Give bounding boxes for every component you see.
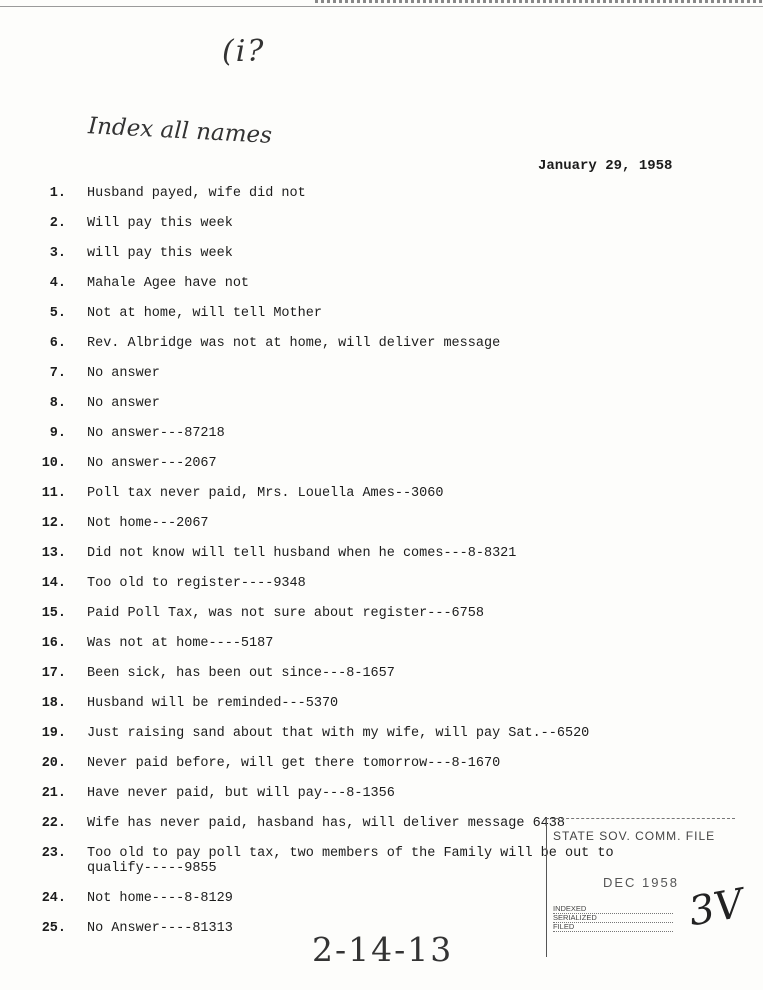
- top-edge-line: [0, 6, 763, 7]
- list-item: [0, 756, 763, 786]
- entry-number: 16.: [41, 636, 66, 651]
- list-item: [0, 486, 763, 516]
- entry-number: 1.: [49, 186, 66, 201]
- document-date: January 29, 1958: [538, 158, 673, 174]
- entry-text: Too old to register----9348: [87, 576, 306, 591]
- entry-text: Wife has never paid, hasband has, will deliver message 6438: [87, 816, 565, 831]
- entry-number: 24.: [41, 891, 66, 906]
- entry-text: No answer---87218: [87, 426, 225, 441]
- handwritten-note: Index all names: [87, 113, 273, 149]
- list-item: [0, 216, 763, 246]
- entry-text: Been sick, has been out since---8-1657: [87, 666, 395, 681]
- entry-number: 8.: [49, 396, 66, 411]
- list-item: [0, 276, 763, 306]
- entry-text: No answer---2067: [87, 456, 217, 471]
- entry-text: Mahale Agee have not: [87, 276, 250, 291]
- filing-stamp: [546, 818, 747, 957]
- list-item: [0, 426, 763, 456]
- list-item: [0, 606, 763, 636]
- list-item: [0, 666, 763, 696]
- list-item: [0, 306, 763, 336]
- list-item: [0, 696, 763, 726]
- stamp-field-indexed: INDEXED: [553, 905, 673, 914]
- list-item: [0, 576, 763, 606]
- entry-number: 22.: [41, 816, 66, 831]
- entry-text: Poll tax never paid, Mrs. Louella Ames--3060: [87, 486, 444, 501]
- entry-text: Did not know will tell husband when he comes---8-8321: [87, 546, 517, 561]
- list-item: [0, 246, 763, 276]
- entry-number: 10.: [41, 456, 66, 471]
- list-item: [0, 726, 763, 756]
- list-item: [0, 366, 763, 396]
- handwritten-bottom-date: 2-14-13: [312, 930, 454, 969]
- entry-number: 3.: [49, 246, 66, 261]
- entry-number: 17.: [41, 666, 66, 681]
- entry-text: Not at home, will tell Mother: [87, 306, 322, 321]
- entry-number: 25.: [41, 921, 66, 936]
- entry-number: 11.: [41, 486, 66, 501]
- top-edge-dashes: [315, 0, 763, 3]
- entry-number: 5.: [49, 306, 66, 321]
- entry-text: Just raising sand about that with my wife, will pay Sat.--6520: [87, 726, 590, 741]
- list-item: [0, 786, 763, 816]
- list-item: [0, 396, 763, 426]
- list-item: [0, 636, 763, 666]
- entry-number: 15.: [41, 606, 66, 621]
- stamp-date: DEC 1958: [603, 875, 679, 890]
- list-item: [0, 186, 763, 216]
- entry-number: 7.: [49, 366, 66, 381]
- entry-text: Will pay this week: [87, 216, 233, 231]
- entry-number: 14.: [41, 576, 66, 591]
- entry-number: 21.: [41, 786, 66, 801]
- entry-text: Was not at home----5187: [87, 636, 274, 651]
- entry-text: Too old to pay poll tax, two members of the Family will be out to qualify-----9855: [87, 846, 614, 876]
- entry-text: Have never paid, but will pay---8-1356: [87, 786, 395, 801]
- entry-text: Not home---2067: [87, 516, 209, 531]
- list-item: [0, 456, 763, 486]
- entry-number: 4.: [49, 276, 66, 291]
- entry-text: Rev. Albridge was not at home, will deliver message: [87, 336, 501, 351]
- entry-text: No answer: [87, 366, 160, 381]
- stamp-field-filed: FILED: [553, 923, 673, 932]
- entry-number: 2.: [49, 216, 66, 231]
- stamp-signature: 3V: [685, 880, 747, 936]
- entry-number: 20.: [41, 756, 66, 771]
- list-item: [0, 336, 763, 366]
- entry-number: 23.: [41, 846, 66, 861]
- entry-number: 9.: [49, 426, 66, 441]
- entry-number: 6.: [49, 336, 66, 351]
- entry-text: Paid Poll Tax, was not sure about register---6758: [87, 606, 484, 621]
- entry-text: Not home----8-8129: [87, 891, 233, 906]
- entry-number: 13.: [41, 546, 66, 561]
- entry-number: 19.: [41, 726, 66, 741]
- entry-text: Husband will be reminded---5370: [87, 696, 339, 711]
- entry-text: No Answer----81313: [87, 921, 233, 936]
- entry-text: will pay this week: [87, 246, 233, 261]
- list-item: [0, 546, 763, 576]
- stamp-header: STATE SOV. COMM. FILE: [553, 829, 716, 843]
- handwritten-top-mark: (i?: [222, 34, 266, 69]
- entry-number: 18.: [41, 696, 66, 711]
- entry-number: 12.: [41, 516, 66, 531]
- stamp-fields: [553, 905, 673, 932]
- list-item: [0, 516, 763, 546]
- entry-text: Husband payed, wife did not: [87, 186, 306, 201]
- entry-text: No answer: [87, 396, 160, 411]
- stamp-field-serialized: SERIALIZED: [553, 914, 673, 923]
- entry-text: Never paid before, will get there tomorrow---8-1670: [87, 756, 501, 771]
